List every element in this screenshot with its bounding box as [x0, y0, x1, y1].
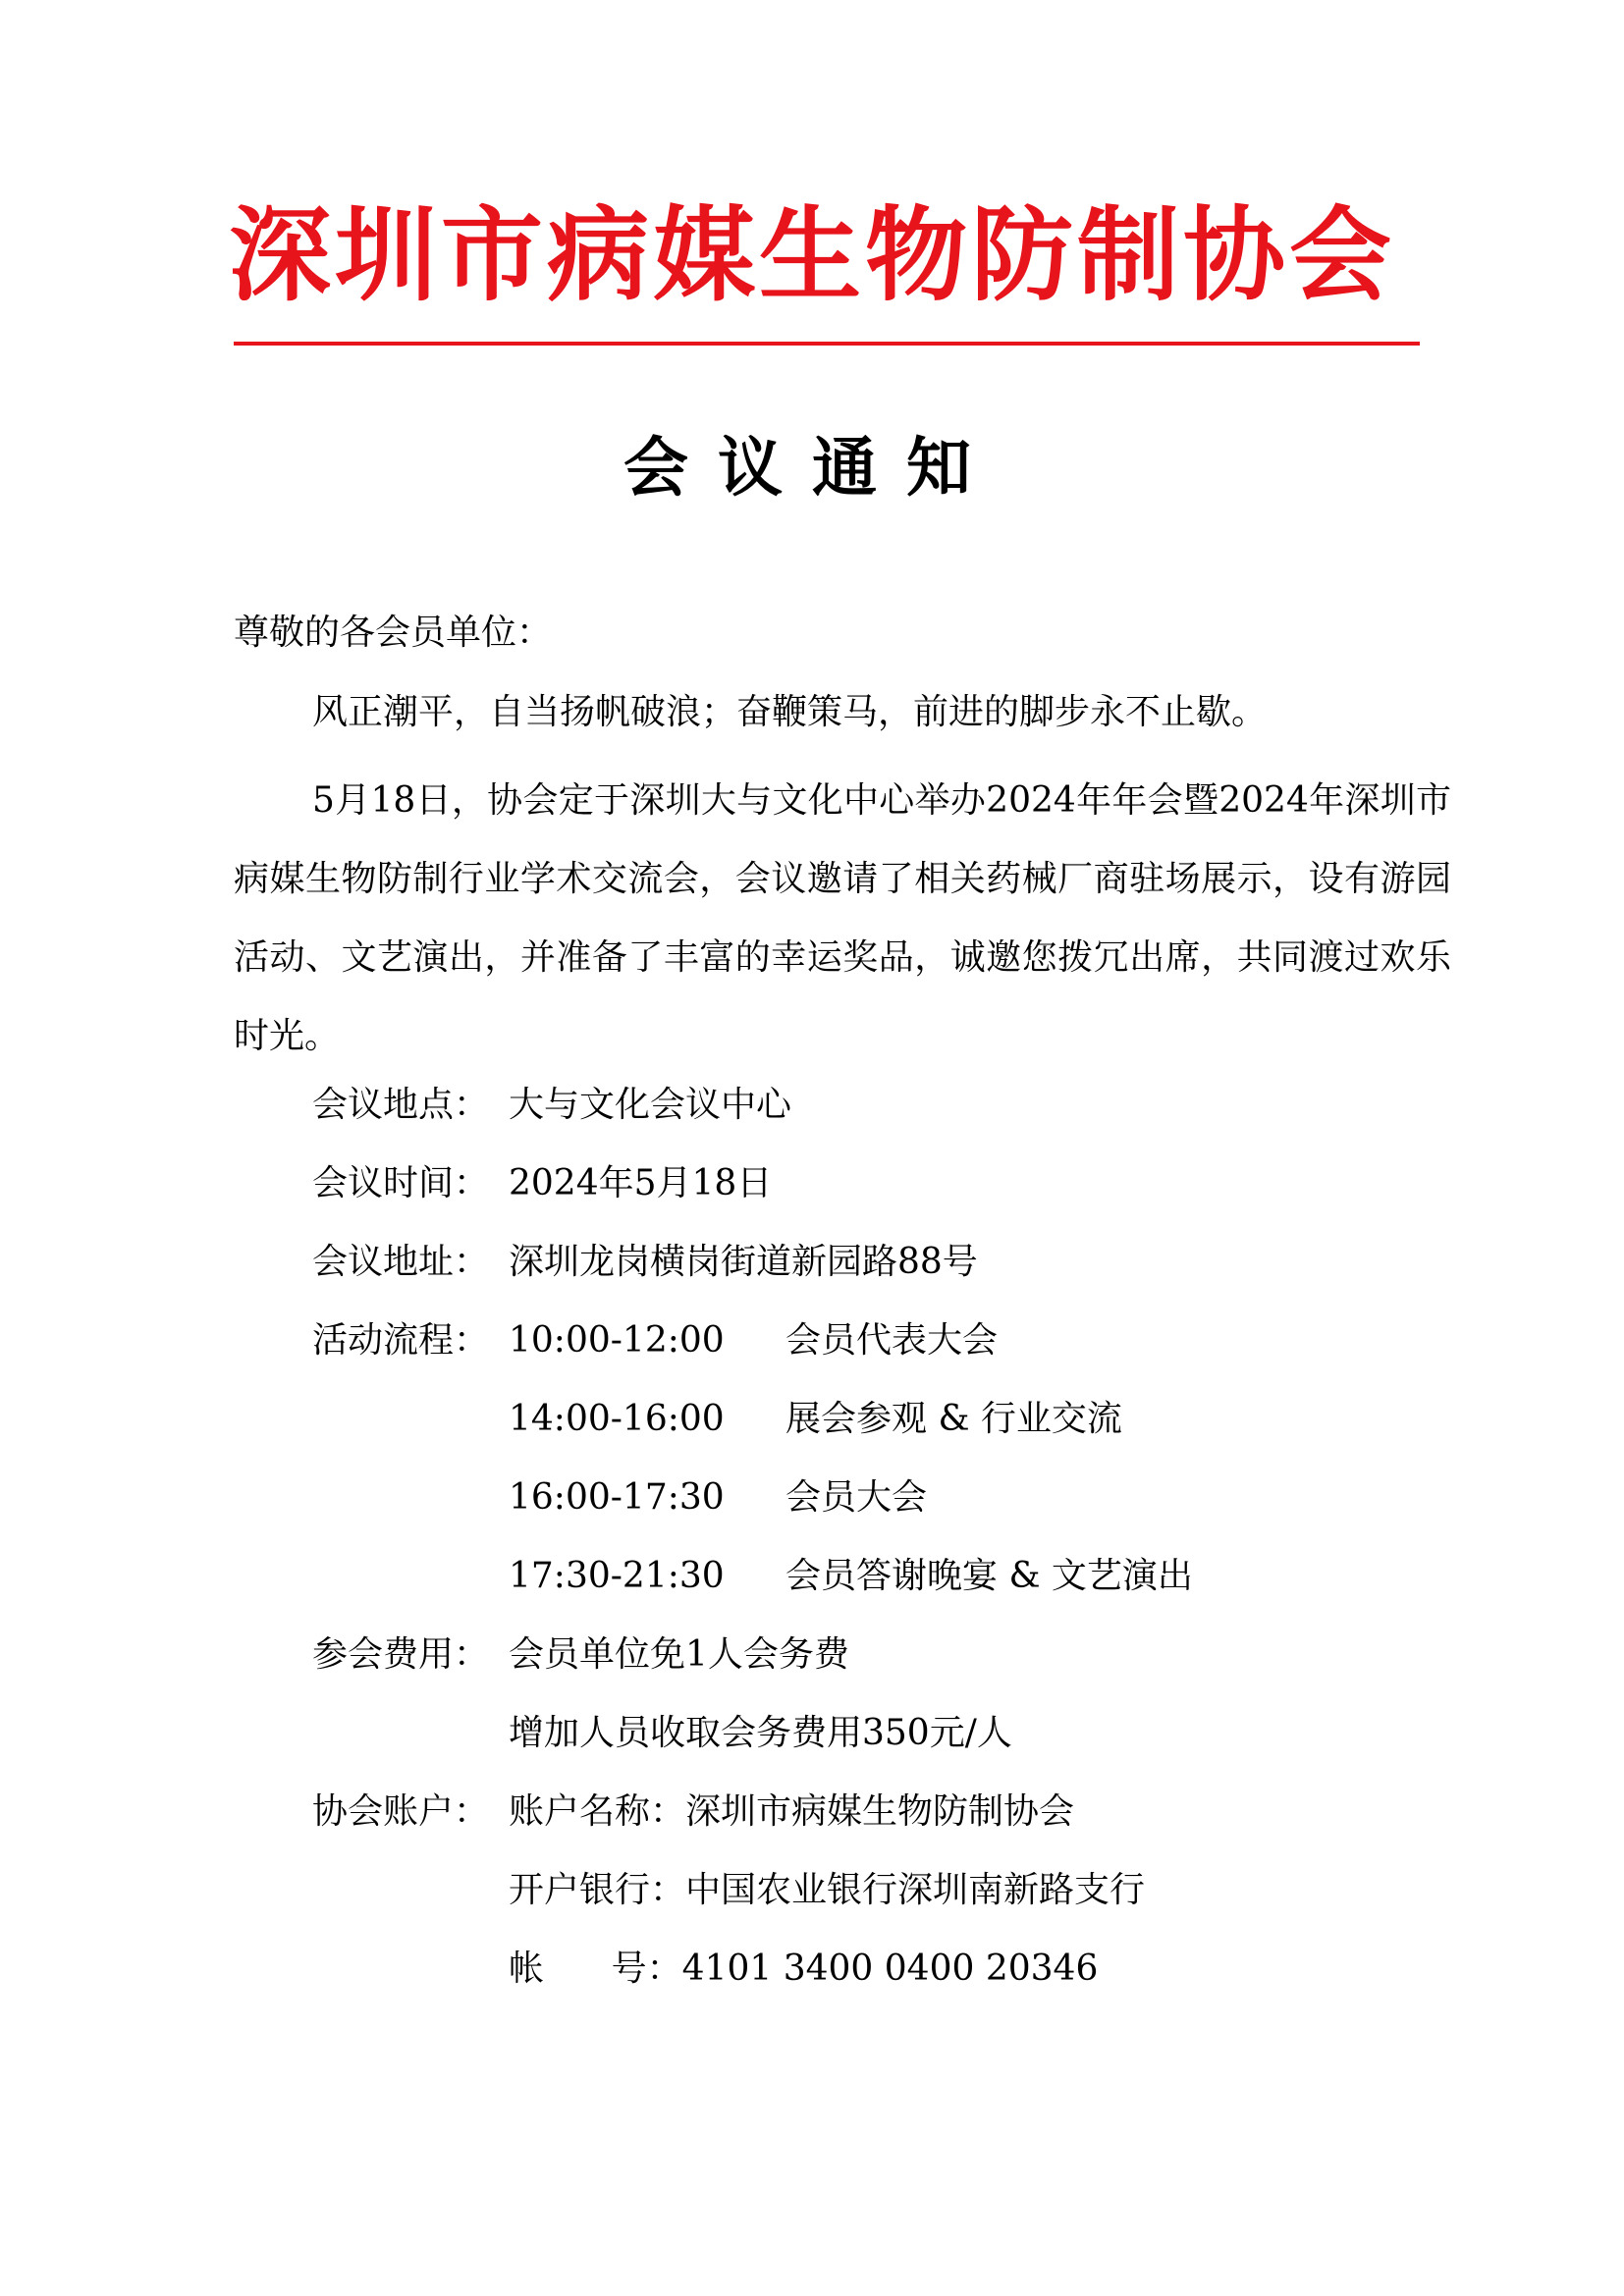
schedule-event: 会员代表大会	[785, 1320, 999, 1361]
address-label: 会议地址：	[312, 1242, 490, 1282]
fees-label: 参会费用：	[312, 1634, 490, 1675]
intro-paragraph: 风正潮平，自当扬帆破浪；奋鞭策马，前进的脚步永不止歇。	[312, 692, 1268, 732]
account-name-line: 账户名称：深圳市病媒生物防制协会	[509, 1791, 1075, 1832]
address-value: 深圳龙岗横岗街道新园路88号	[509, 1242, 978, 1282]
schedule-item	[509, 1316, 998, 1365]
schedule-item	[509, 1473, 927, 1522]
schedule-time: 17:30-21:30	[509, 1556, 725, 1596]
schedule-item	[509, 1552, 1193, 1601]
salutation: 尊敬的各会员单位：	[234, 613, 553, 653]
schedule-event: 会员答谢晚宴 & 文艺演出	[785, 1556, 1193, 1596]
schedule-item	[509, 1395, 1122, 1444]
account-number-line: 帐 号：4101 3400 0400 20346	[509, 1949, 1099, 1989]
venue-value: 大与文化会议中心	[509, 1085, 792, 1125]
fees-line: 增加人员收取会务费用350元/人	[509, 1713, 1012, 1753]
venue-row	[312, 1081, 791, 1130]
date-label: 会议时间：	[312, 1163, 490, 1203]
body-paragraph: 5月18日，协会定于深圳大与文化中心举办2024年年会暨2024年深圳市病媒生物防制行业学术交流会，会议邀请了相关药械厂商驻场展示，设有游园活动、文艺演出，并准备了丰富的幸运奖品，诚邀您拨冗出席，共同渡过欢乐时光。	[234, 780, 1451, 1056]
date-row	[312, 1159, 772, 1208]
date-value: 2024年5月18日	[509, 1163, 773, 1203]
schedule-label: 活动流程：	[312, 1320, 490, 1361]
notice-title: 会议通知	[623, 430, 1001, 506]
schedule-event: 会员大会	[785, 1477, 928, 1518]
account-label: 协会账户：	[312, 1791, 490, 1832]
schedule-time: 14:00-16:00	[509, 1399, 725, 1439]
venue-label: 会议地点：	[312, 1085, 490, 1125]
fees-line: 会员单位免1人会务费	[509, 1634, 849, 1675]
address-row	[312, 1238, 978, 1287]
letterhead-org-name: 深圳市病媒生物防制协会	[228, 195, 1395, 315]
letterhead-rule	[234, 342, 1420, 346]
schedule-time: 10:00-12:00	[509, 1320, 725, 1361]
account-bank-line: 开户银行：中国农业银行深圳南新路支行	[509, 1870, 1146, 1910]
schedule-time: 16:00-17:30	[509, 1477, 725, 1518]
schedule-event: 展会参观 & 行业交流	[785, 1399, 1122, 1439]
